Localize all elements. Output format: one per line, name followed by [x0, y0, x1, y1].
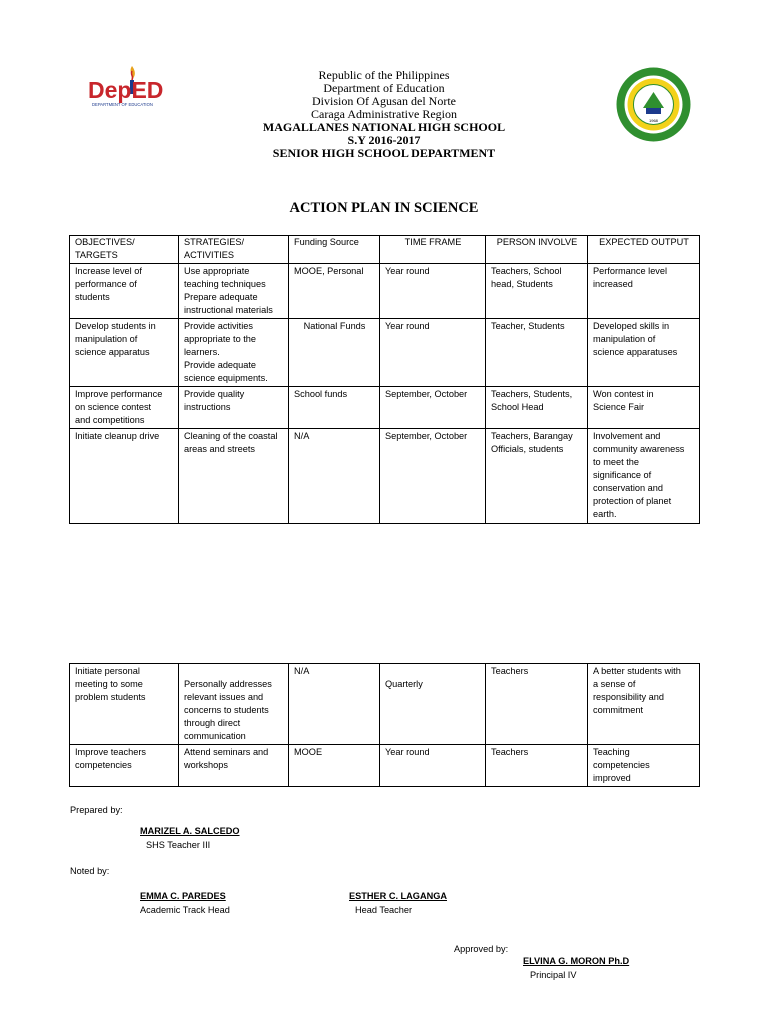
table-cell: National Funds — [289, 319, 380, 387]
table-cell: Increase level of performance of students — [70, 264, 179, 319]
table-cell: MOOE — [289, 745, 380, 787]
deped-logo-text: DepED — [88, 77, 164, 103]
document-header — [0, 69, 768, 160]
table-cell: Teaching competencies improved — [588, 745, 700, 787]
noted-by-role-1: Academic Track Head — [140, 905, 230, 915]
table-cell: Quarterly — [380, 664, 486, 745]
prepared-by-role: SHS Teacher III — [146, 840, 211, 850]
school-year: S.Y 2016-2017 — [347, 133, 421, 147]
noted-by-name-2: ESTHER C. LAGANGA — [349, 891, 448, 901]
table-row — [70, 429, 700, 524]
prepared-by-label: Prepared by: — [70, 805, 123, 815]
table-cell: September, October — [380, 387, 486, 429]
table-cell: Teacher, Students — [486, 319, 588, 387]
table-row — [70, 387, 700, 429]
table-cell: Provide quality instructions — [179, 387, 289, 429]
header-line: Caraga Administrative Region — [311, 107, 457, 121]
table-cell: Year round — [380, 745, 486, 787]
header-expected-output: EXPECTED OUTPUT — [588, 236, 700, 264]
noted-by-label: Noted by: — [70, 866, 110, 876]
header-strategies: STRATEGIES/ ACTIVITIES — [179, 236, 289, 264]
table-cell: Initiate personal meeting to some problem students — [70, 664, 179, 745]
seal-year: 1968 — [649, 118, 658, 123]
table-row — [70, 664, 700, 745]
document-title: ACTION PLAN IN SCIENCE — [289, 200, 479, 216]
table-cell: A better students with a sense of responsibility and commitment — [588, 664, 700, 745]
table-cell: Won contest in Science Fair — [588, 387, 700, 429]
approved-by-role: Principal IV — [530, 970, 577, 980]
table-cell: Year round — [380, 264, 486, 319]
prepared-by-name: MARIZEL A. SALCEDO — [140, 826, 240, 836]
table-cell: Involvement and community awareness to meet the significance of conservation and protection of planet earth. — [588, 429, 700, 524]
header-time-frame: TIME FRAME — [380, 236, 486, 264]
table-cell: Teachers — [486, 745, 588, 787]
table-cell: Performance level increased — [588, 264, 700, 319]
table-cell: Provide activities appropriate to the learners. Provide adequate science equipments. — [179, 319, 289, 387]
department-name: SENIOR HIGH SCHOOL DEPARTMENT — [272, 146, 496, 160]
table-cell: Teachers, Students, School Head — [486, 387, 588, 429]
header-line: Department of Education — [323, 81, 445, 95]
table-row — [70, 745, 700, 787]
action-plan-table-continued — [69, 663, 700, 787]
table-cell: Year round — [380, 319, 486, 387]
table-cell: Improve teachers competencies — [70, 745, 179, 787]
header-person-involve: PERSON INVOLVE — [486, 236, 588, 264]
deped-logo-caption: DEPARTMENT OF EDUCATION — [92, 102, 153, 107]
table-cell: September, October — [380, 429, 486, 524]
noted-by-name-1: EMMA C. PAREDES — [140, 891, 226, 901]
table-cell: Improve performance on science contest and competitions — [70, 387, 179, 429]
table-cell: Teachers, School head, Students — [486, 264, 588, 319]
table-cell: School funds — [289, 387, 380, 429]
table-cell: Teachers — [486, 664, 588, 745]
noted-by-role-2: Head Teacher — [355, 905, 413, 915]
table-cell: Use appropriate teaching techniques Prepare adequate instructional materials — [179, 264, 289, 319]
approved-by-label: Approved by: — [454, 944, 509, 954]
table-row — [70, 319, 700, 387]
table-cell: Teachers, Barangay Officials, students — [486, 429, 588, 524]
header-funding: Funding Source — [289, 236, 380, 264]
header-objectives: OBJECTIVES/ TARGETS — [70, 236, 179, 264]
header-line: Division Of Agusan del Norte — [312, 94, 456, 108]
table-cell: Personally addresses relevant issues and concerns to students through direct communication — [179, 664, 289, 745]
table-cell: Develop students in manipulation of science apparatus — [70, 319, 179, 387]
action-plan-table — [69, 235, 700, 524]
table-row — [70, 264, 700, 319]
table-cell: Initiate cleanup drive — [70, 429, 179, 524]
school-name: MAGALLANES NATIONAL HIGH SCHOOL — [262, 120, 506, 134]
table-cell: N/A — [289, 664, 380, 745]
table-header-row — [70, 236, 700, 264]
header-line: Republic of the Philippines — [318, 68, 450, 82]
table-cell: MOOE, Personal — [289, 264, 380, 319]
table-cell: Developed skills in manipulation of science apparatuses — [588, 319, 700, 387]
table-cell: N/A — [289, 429, 380, 524]
approved-by-name: ELVINA G. MORON Ph.D — [523, 956, 630, 966]
table-cell: Cleaning of the coastal areas and streets — [179, 429, 289, 524]
table-cell: Attend seminars and workshops — [179, 745, 289, 787]
